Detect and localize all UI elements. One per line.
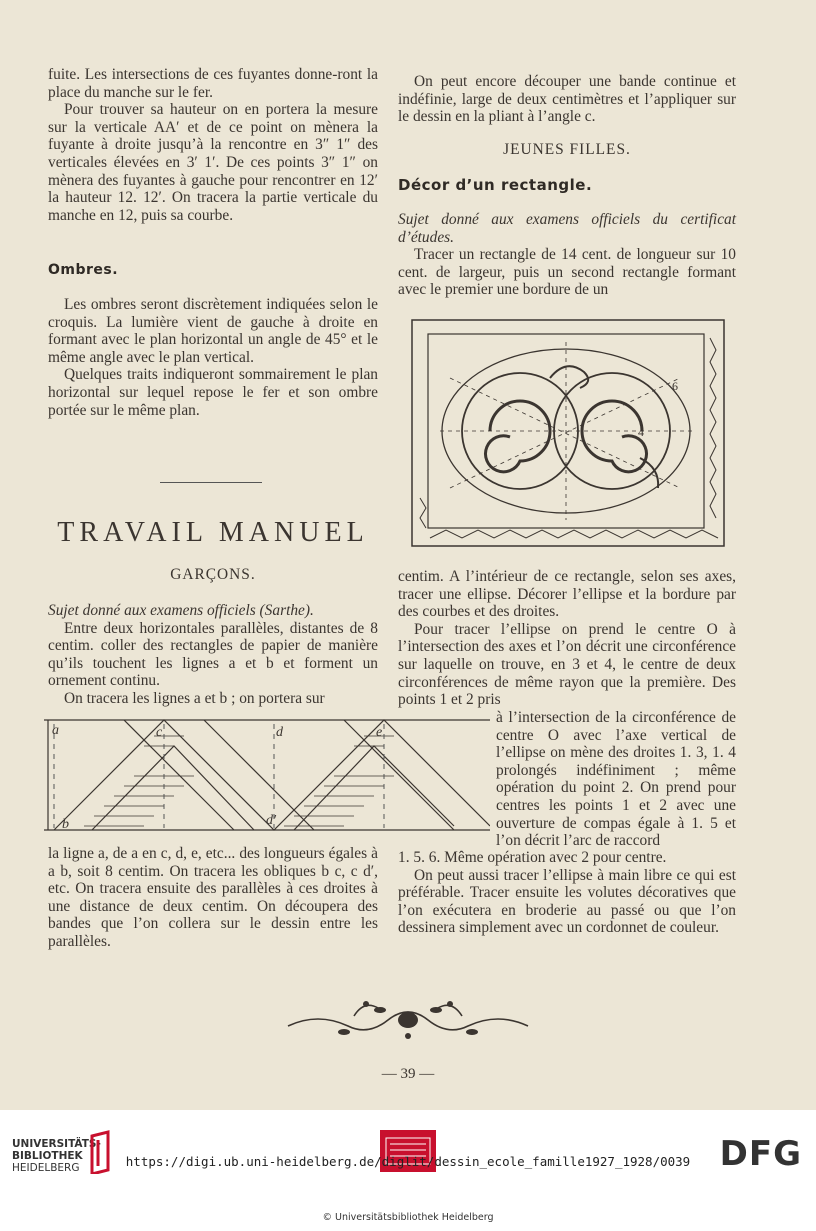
left-column-bottom: [48, 845, 378, 951]
section-heading-ombres: Ombres.: [48, 262, 119, 278]
subheading-garcons: GARÇONS.: [170, 566, 256, 583]
page-number: — 39 —: [381, 1066, 435, 1082]
ellipse-decor-figure: [410, 318, 728, 550]
left-column-ombres: [48, 296, 378, 419]
paragraph: Pour trouver sa hauteur on en portera la mesure sur la verticale AA′ et de ce point on mènera la fuyante à droite jusqu’à la rencontre en 3″ 1″ des verticales élevées en 3′ 1′. De ces points 3″ 1″ on mènera des fuyantes à gauche pour rencontrer en 12′ la hauteur 12. 12′. On tracera la partie verticale du manche en 12, puis sa courbe.: [48, 101, 378, 224]
zigzag-figure: [44, 716, 490, 838]
chapter-title: TRAVAIL MANUEL: [57, 517, 369, 548]
label-d: d: [276, 725, 283, 740]
label-d-prime: d′: [266, 813, 277, 828]
paragraph: On tracera les lignes a et b ; on portera sur: [64, 689, 325, 707]
left-column-top: [48, 66, 378, 224]
paragraph: On peut aussi tracer l’ellipse à main libre ce qui est préférable. Tracer ensuite les volutes décoratives que l’on exécutera en broderie au passé ou que l’on dessinera simplement avec un cordonnet de couleur.: [398, 866, 736, 937]
paragraph: Entre deux horizontales parallèles, distantes de 8 centim. coller des rectangles de papier de manière qu’ils touchent les lignes a et b et forment un ornement continu.: [48, 619, 378, 690]
floral-ornament-icon: [284, 996, 532, 1042]
paragraph: Quelques traits indiqueront sommairement le plan horizontal sur lequel repose le fer et son ombre portée sur le même plan.: [48, 366, 378, 419]
logo-line: HEIDELBERG: [12, 1162, 80, 1174]
paragraph: à l’intersection de la circonférence de centre O avec l’axe vertical de l’ellipse on mène des droites 1. 3, 1. 4 prolongés indéfiniment ; même opération du point 2. On prend pour centres les points 1 et 2 avec une ouverture de compas égale à 1. 5 et l’on décrit l’arc de raccord: [496, 709, 736, 850]
right-column-decor: [398, 211, 736, 299]
paragraph: la ligne a, de a en c, d, e, etc... des longueurs égales à a b, soit 8 centim. On tracera les obliques b c, c d′, etc. On tracera ensuite des parallèles à ces droites à une distance de deux centim. On découpera des bandes que l’on collera sur le dessin entre les parallèles.: [48, 845, 378, 950]
paragraph: 1. 5. 6. Même opération avec 2 pour centre.: [398, 849, 667, 866]
subject-line: Sujet donné aux examens officiels du certificat d’études.: [398, 211, 736, 246]
dfg-logo[interactable]: DFG: [719, 1134, 802, 1174]
section-heading-decor: Décor d’un rectangle.: [398, 176, 593, 194]
right-column-wrap: [496, 709, 736, 850]
paragraph: fuite. Les intersections de ces fuyantes donne-ront la place du manche sur le fer.: [48, 66, 378, 101]
right-column-bottom: [398, 849, 736, 937]
permalink-url[interactable]: https://digi.ub.uni-heidelberg.de/diglit/dessin_ecole_famille1927_1928/0039: [125, 1154, 691, 1169]
label-a: a: [52, 723, 59, 738]
label-c: c: [156, 725, 163, 740]
left-column-garcons: [48, 602, 378, 708]
label-6: 6: [672, 379, 678, 393]
divider: [160, 482, 262, 483]
logo-line: UNIVERSITÄTS-: [12, 1138, 101, 1150]
label-4: 4: [638, 425, 644, 439]
right-column-top: [398, 73, 736, 126]
subject-line: Sujet donné aux examens officiels (Sarthe).: [48, 602, 314, 619]
right-column-ellipse: [398, 568, 736, 709]
label-e: e: [376, 725, 383, 740]
viewer-footer: [0, 1110, 816, 1231]
paragraph: On peut encore découper une bande continue et indéfinie, large de deux centimètres et l’appliquer sur le dessin en la pliant à l’angle c.: [398, 73, 736, 126]
paragraph: centim. A l’intérieur de ce rectangle, selon ses axes, tracer une ellipse. Décorer l’ellipse et la bordure par des courbes et des droites.: [398, 568, 736, 621]
paragraph: Tracer un rectangle de 14 cent. de longueur sur 10 cent. de largeur, puis un second rectangle formant avec le premier une bordure de un: [398, 246, 736, 299]
logo-line: BIBLIOTHEK: [12, 1150, 83, 1162]
copyright-notice: © Universitätsbibliothek Heidelberg: [322, 1212, 494, 1223]
label-b: b: [62, 817, 69, 832]
subheading-jeunes-filles: JEUNES FILLES.: [503, 141, 631, 158]
paragraph: Pour tracer l’ellipse on prend le centre O à l’intersection des axes et l’on décrit une circonférence sur laquelle on trouve, en 3 et 4, le centre de deux circonférences de même rayon que la première. Des points 1 et 2 pris: [398, 620, 736, 709]
paragraph: Les ombres seront discrètement indiquées selon le croquis. La lumière vient de gauche à droite en formant avec le plan horizontal un angle de 45° et le même angle avec le plan vertical.: [48, 296, 378, 366]
